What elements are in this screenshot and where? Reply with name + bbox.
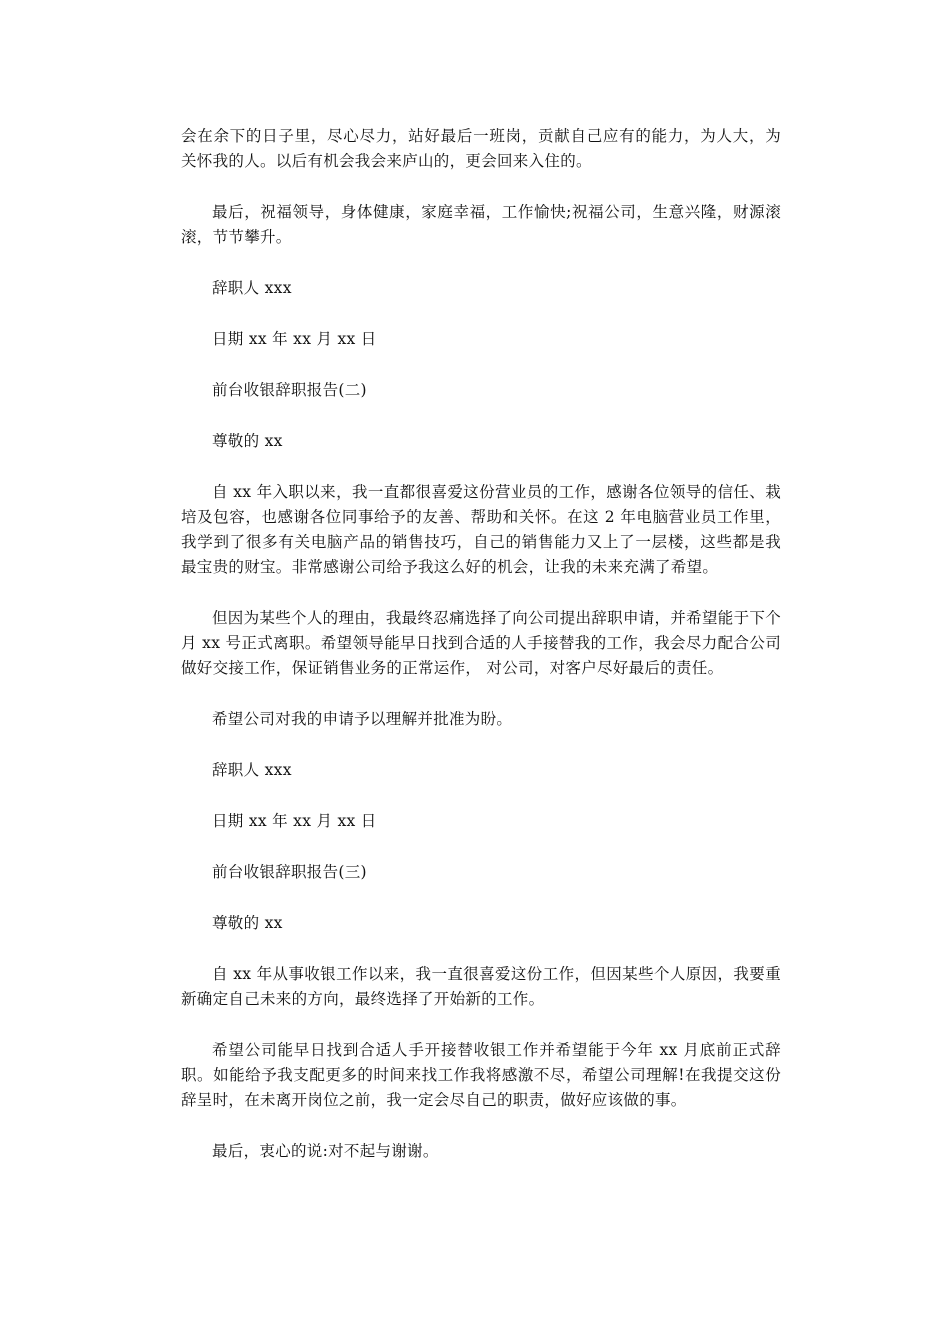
paragraph-request: 希望公司对我的申请予以理解并批准为盼。 [212, 710, 513, 728]
date-line: 日期 xx 年 xx 月 xx 日 [212, 330, 377, 348]
date-line: 日期 xx 年 xx 月 xx 日 [212, 812, 377, 830]
document-page [181, 124, 781, 1164]
paragraph-closing: 最后，衷心的说:对不起与谢谢。 [212, 1142, 439, 1160]
paragraph-body: 自 xx 年从事收银工作以来，我一直很喜爱这份工作，但因某些个人原因，我要重新确定自己未来的方向，最终选择了开始新的工作。 [181, 965, 781, 1008]
salutation: 尊敬的 xx [212, 914, 283, 932]
salutation: 尊敬的 xx [212, 432, 283, 450]
paragraph-body: 自 xx 年入职以来，我一直都很喜爱这份营业员的工作，感谢各位领导的信任、栽培及包容，也感谢各位同事给予的友善、帮助和关怀。在这 2 年电脑营业员工作里，我学到了很多有关电脑产品的销售技巧，自己的销售能力又上了一层楼，这些都是我最宝贵的财宝。非常感谢公司给予我这么好的机会，让我的未来充满了希望。 [181, 483, 781, 576]
paragraph-body: 但因为某些个人的理由，我最终忍痛选择了向公司提出辞职申请，并希望能于下个月 xx 号正式离职。希望领导能早日找到合适的人手接替我的工作，我会尽力配合公司做好交接工作，保证销售业务的正常运作， 对公司，对客户尽好最后的责任。 [181, 609, 781, 677]
signature-line: 辞职人 xxx [212, 279, 292, 297]
paragraph-body: 希望公司能早日找到合适人手开接替收银工作并希望能于今年 xx 月底前正式辞职。如能给予我支配更多的时间来找工作我将感激不尽，希望公司理解!在我提交这份辞呈时，在未离开岗位之前，我一定会尽自己的职责，做好应该做的事。 [181, 1041, 781, 1109]
section-title-2: 前台收银辞职报告(二) [212, 381, 367, 399]
paragraph-blessing: 最后，祝福领导，身体健康，家庭幸福，工作愉快;祝福公司，生意兴隆，财源滚滚，节节攀升。 [181, 203, 781, 246]
signature-line: 辞职人 xxx [212, 761, 292, 779]
section-title-3: 前台收银辞职报告(三) [212, 863, 367, 881]
paragraph-closing-continued: 会在余下的日子里，尽心尽力，站好最后一班岗，贡献自己应有的能力，为人大，为关怀我的人。以后有机会我会来庐山的，更会回来入住的。 [181, 127, 781, 170]
